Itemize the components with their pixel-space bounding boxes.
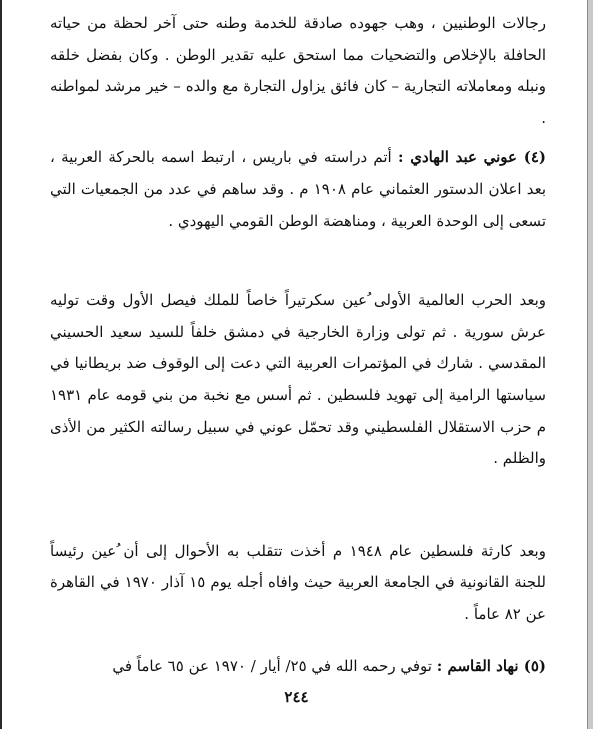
biography-heading-awni: (٤) عوني عبد الهادي :: [397, 148, 546, 167]
page-border-right: [587, 0, 593, 729]
paragraph-awni-career: وبعد الحرب العالمية الأولى ُعين سكرتيراً خاصاً للملك فيصل الأول وقت توليه عرش سورية . ثم تولى وزارة الخارجية في دمشق خلفاً للسيد سعيد الحسيني المقدسي . شارك في المؤتمرات العربية التي دعت إلى الوقوف ضد بريطانيا في سياستها الرامية إلى تهويد فلسطين . ثم أسس مع نخبة من بني قومه عام ١٩٣١ م حزب الاستقلال الفلسطيني وقد تحمّل عوني في سبيل رسالته الكثير من الأذى والظلم .: [50, 291, 546, 468]
page-number: ٢٤٤: [284, 688, 309, 706]
paragraph-nihad-qasem: [50, 651, 546, 683]
paragraph-faiq-continuation: رجالات الوطنيين ، وهب جهوده صادقة للخدمة وطنه حتى آخر لحظة من حياته الحافلة بالإخلاص والتضحيات مما استحق عليه تقدير الوطن . وكان بفضل خلقه ونبله ومعاملاته التجارية – كان فائق يزاول التجارة مع والده – خير مرشد لمواطنه .: [50, 14, 546, 127]
paragraph-awni-later-life: وبعد كارثة فلسطين عام ١٩٤٨ م أخذت تتقلب به الأحوال إلى أن ُعين رئيساً للجنة القانونية في الجامعة العربية حيث وافاه أجله يوم ١٥ آذار ١٩٧٠ في القاهرة عن ٨٢ عاماً .: [50, 541, 546, 623]
page-border-left: [0, 0, 2, 729]
paragraph-awni-abdulhadi: [50, 142, 546, 237]
biography-heading-nihad: (٥) نهاد القاسم :: [436, 656, 546, 675]
biography-text-nihad: توفي رحمه الله في ٢٥/ أيار / ١٩٧٠ عن ٦٥ عاماً في: [112, 656, 437, 675]
book-page: [50, 8, 546, 682]
biography-text-awni: أتم دراسته في باريس ، ارتبط اسمه بالحركة العربية ، بعد اعلان الدستور العثماني عام ١٩٠٨ م . وقد ساهم في عدد من الجمعيات التي تسعى إلى الوحدة العربية ، ومناهضة الوطن القومي اليهودي .: [50, 148, 546, 230]
